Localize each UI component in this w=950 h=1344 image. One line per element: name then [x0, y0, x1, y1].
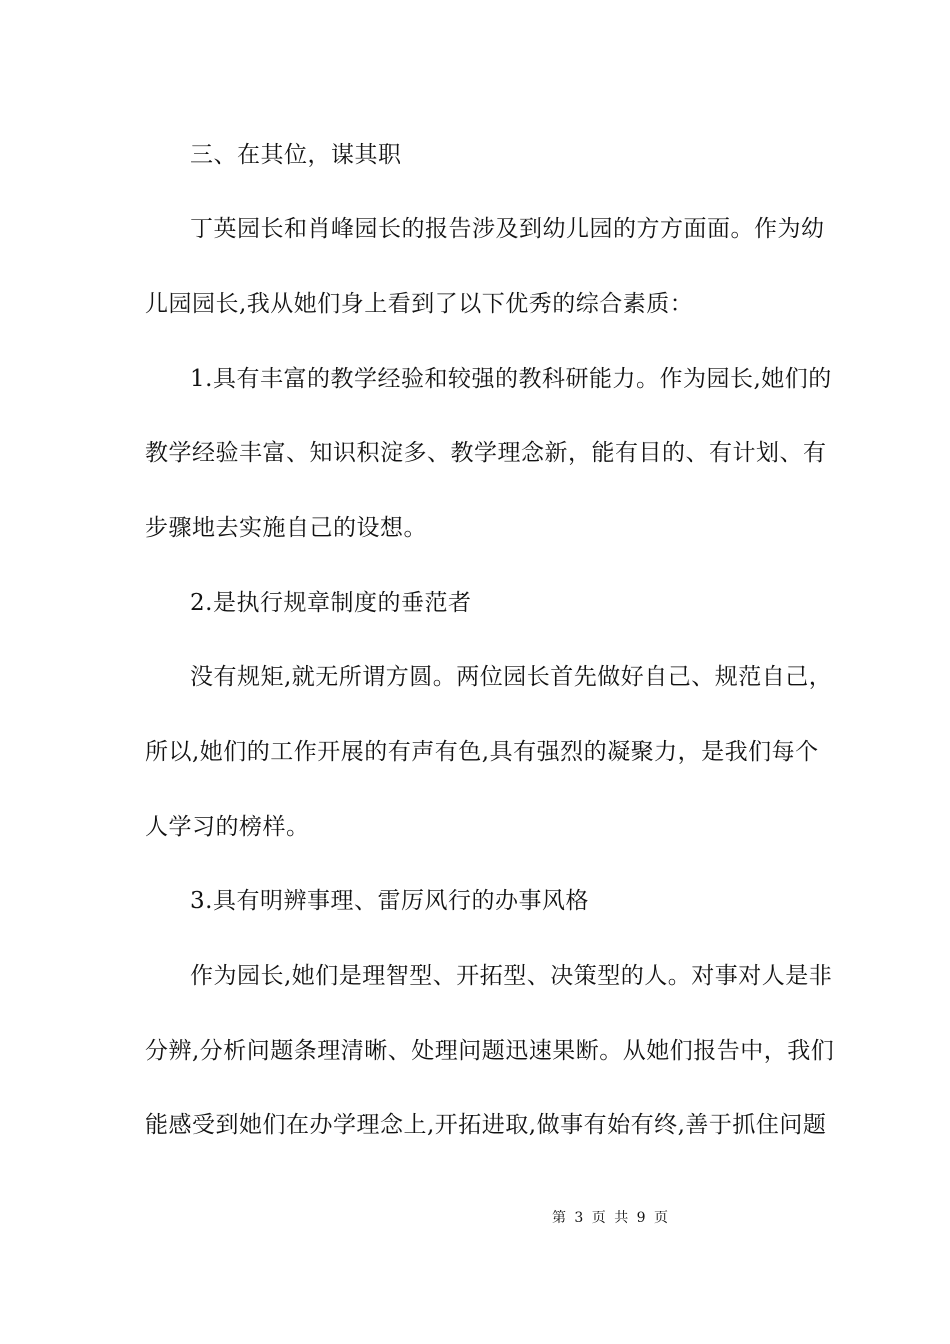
list-item-heading: 3.具有明辨事理、雷厉风行的办事风格: [190, 888, 589, 914]
paragraph-line: 作为园长,她们是理智型、开拓型、决策型的人。对事对人是非: [190, 963, 833, 989]
paragraph-line: 人学习的榜样。: [145, 814, 310, 840]
paragraph-line: 没有规矩,就无所谓方圆。两位园长首先做好自己、规范自己，: [190, 664, 833, 690]
paragraph-line: 所以,她们的工作开展的有声有色,具有强烈的凝聚力，是我们每个: [145, 739, 819, 765]
paragraph-line: 分辨,分析问题条理清晰、处理问题迅速果断。从她们报告中，我们: [145, 1038, 835, 1064]
paragraph-line: 步骤地去实施自己的设想。: [145, 515, 427, 541]
paragraph-line: 能感受到她们在办学理念上,开拓进取,做事有始有终,善于抓住问题: [145, 1112, 827, 1138]
list-item-heading: 2.是执行规章制度的垂范者: [190, 590, 472, 616]
page-number-footer: 第 3 页 共 9 页: [551, 1210, 671, 1226]
list-item-heading: 1.具有丰富的教学经验和较强的教科研能力。作为园长,她们的: [190, 366, 832, 392]
section-heading: 三、在其位，谋其职: [190, 142, 402, 168]
paragraph-line: 儿园园长,我从她们身上看到了以下优秀的综合素质：: [145, 291, 694, 317]
paragraph-line: 丁英园长和肖峰园长的报告涉及到幼儿园的方方面面。作为幼: [190, 216, 825, 242]
paragraph-line: 教学经验丰富、知识积淀多、教学理念新，能有目的、有计划、有: [145, 440, 827, 466]
